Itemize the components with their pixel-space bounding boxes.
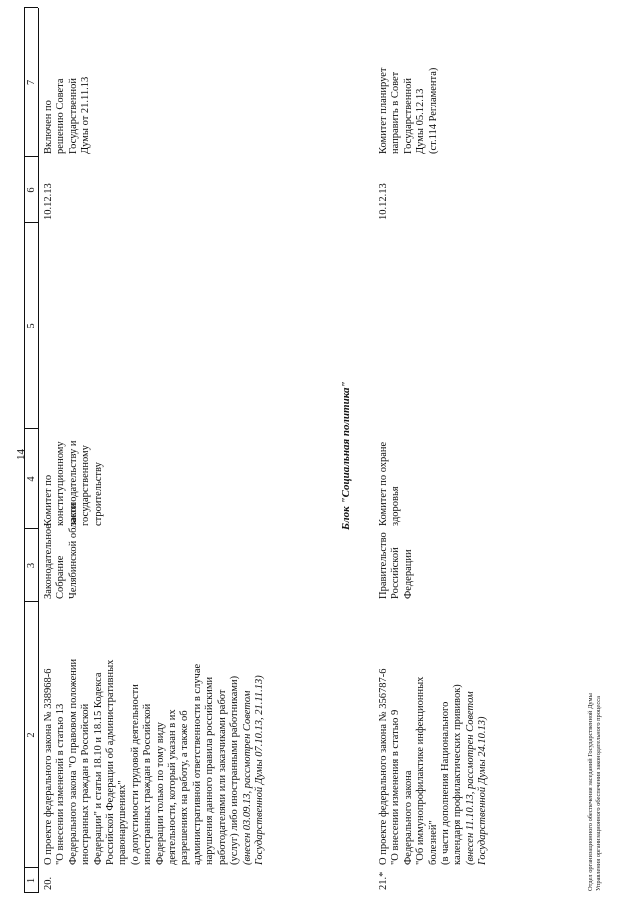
block-title: Блок "Социальная политика": [340, 381, 352, 530]
initiator: Правительство Российской Федерации: [378, 532, 414, 599]
note: Комитет планирует направить в Совет Государственной Думы 05.12.13 (ст.114 Регламента): [378, 67, 439, 154]
column-header-7: 7: [26, 79, 37, 86]
column-header-4: 4: [26, 476, 37, 482]
date: 10.12.13: [43, 183, 54, 220]
bill-title: О проекте федерального закона № 356787-6 "О внесении изменения в статью 9 Федерального закона "Об иммунопрофилактике инфекционных болезней" (в части дополнения Национального календаря профилактических прививок) (внесен 11.10.13, рассмотрен Советом Государственной Думы 24.10.13): [378, 668, 489, 865]
bill-status: (внесен 03.09.13, рассмотрен Советом Государственной Думы 07.10.13, 21.11.13): [241, 675, 265, 865]
column-header-1: 1: [26, 877, 37, 884]
page-number: 14: [15, 449, 27, 460]
column-header-5: 5: [26, 323, 37, 329]
row-number: 21.*: [378, 871, 389, 890]
row-number: 20.: [43, 876, 54, 890]
column-header-2: 2: [26, 732, 37, 738]
date: 10.12.13: [378, 183, 389, 220]
responsible-committee: Комитет по охране здоровья: [378, 441, 402, 526]
responsible-committee: Комитет по конституционному законодательству и государственному строительству: [43, 440, 104, 526]
column-header-3: 3: [26, 562, 37, 569]
footer: Отдел организационного обеспечения заседаний Государственной Думы Управления организационного обеспечения законодательного процесса: [587, 693, 602, 891]
note: Включен по решению Совета Государственной Думы от 21.11.13: [43, 76, 92, 154]
header-top-line: [24, 8, 25, 893]
bill-title: О проекте федерального закона № 338968-6 "О внесении изменений в статью 13 Федерального закона "О правовом положении иностранных граждан в Российской Федерации" и статьи 18.10 и 18.15 Кодекса Российской Федерации об административных правонарушениях" (о допустимости трудовой деятельности иностранных граждан в Российской Федерации только по тому виду деятельности, который указан в их разрешениях на работу, а также об административной ответственности в случае нарушения данного правила российскими работодателями или заказчиками работ (услуг) либо иностранными работниками) (внесен 03.09.13, рассмотрен Советом Государственной Думы 07.10.13, 21.11.13): [43, 658, 265, 865]
column-header-6: 6: [26, 187, 37, 193]
initiator: Законодательное Собрание Челябинской области: [43, 503, 79, 599]
bill-status: (внесен 11.10.13, рассмотрен Советом Государственной Думы 24.10.13): [464, 691, 489, 865]
header-bottom-line: [38, 8, 39, 893]
